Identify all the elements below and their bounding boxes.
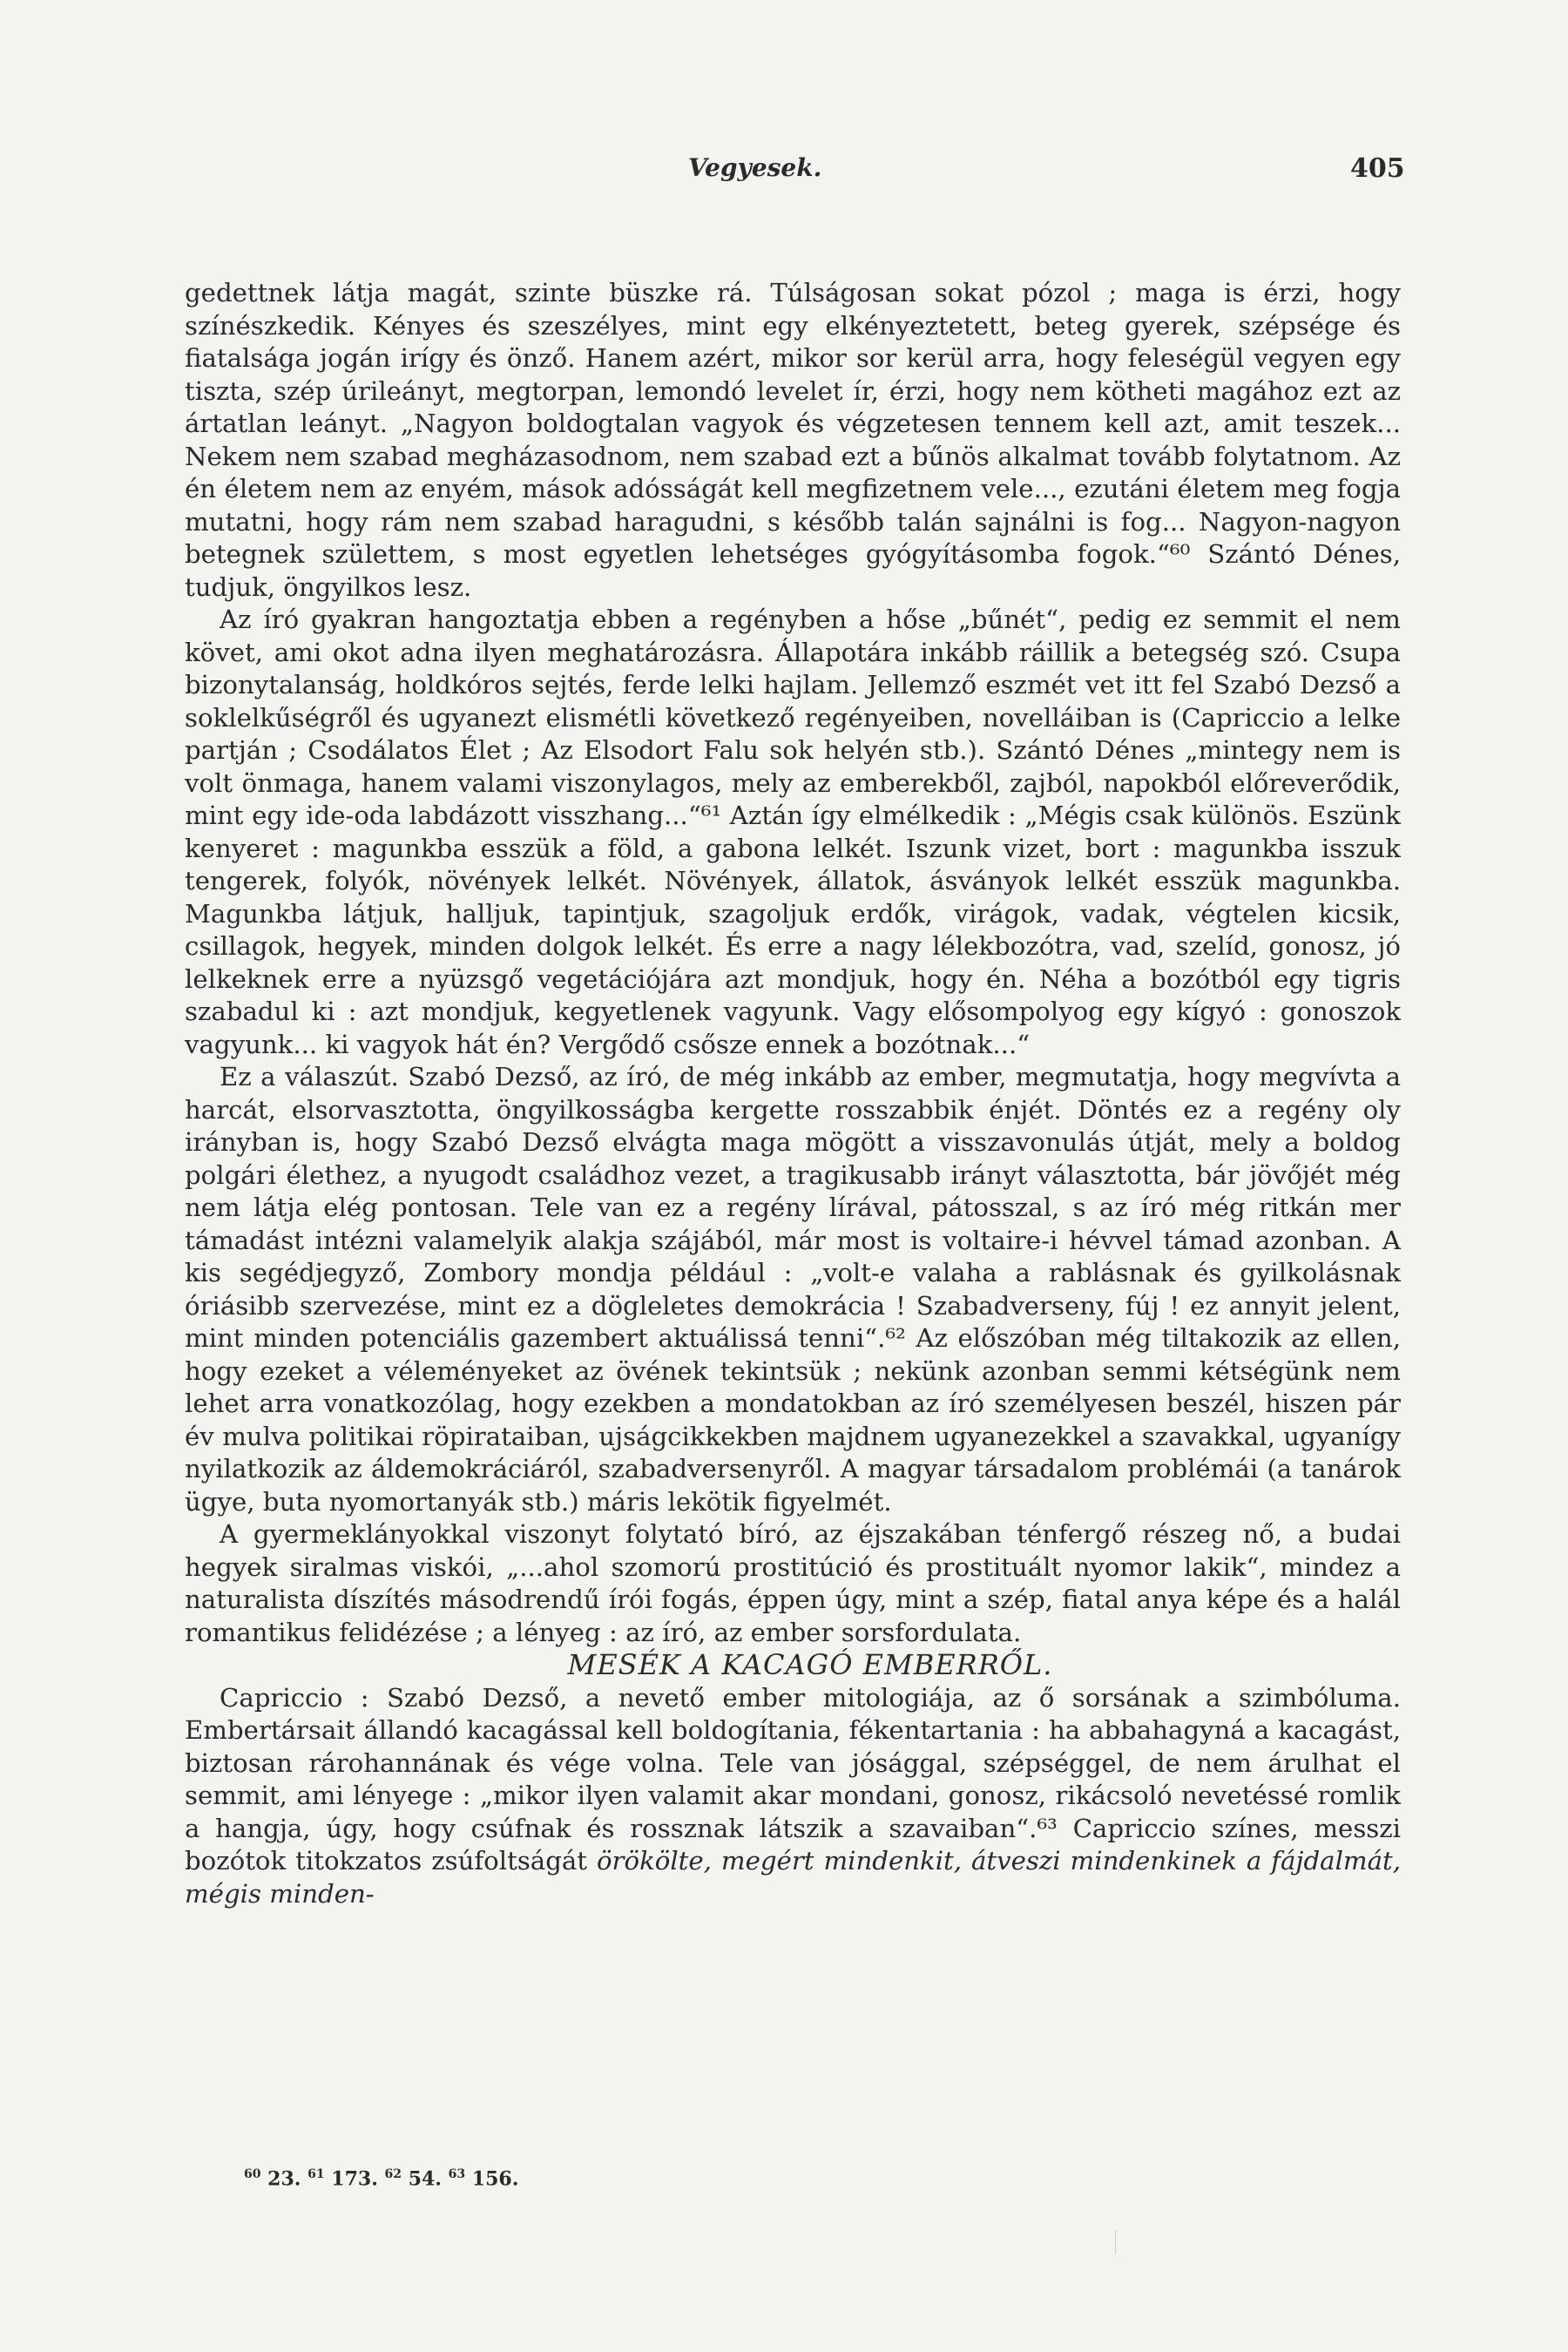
paragraph: A gyermeklányokkal viszonyt folytató bíró, az éjszakában ténfergő részeg nő, a budai hegyek siralmas viskói, „...ahol szomorú prostitúció és prostituált nyomor lakik“, mindez a naturalista díszítés másodrendű írói fogás, éppen úgy, mint a szép, fiatal anya képe és a halál romantikus felidézése ; a lényeg : az író, az ember sorsfordulata. bbox=[185, 1519, 1401, 1647]
paragraph: Ez a válaszút. Szabó Dezső, az író, de még inkább az ember, megmutatja, hogy megvívta a harcát, elsorvasztotta, öngyilkosságba kergette rosszabbik énjét. Döntés ez a regény oly irányban is, hogy Szabó Dezső elvágta maga mögött a visszavonulás útját, mely a boldog polgári élethez, a nyugodt családhoz vezet, a tragikusabb irányt választotta, bár jövőjét még nem látja elég pontosan. Tele van ez a regény lírával, pátosszal, s az író még ritkán mer támadást intézni valamelyik alakja szájából, már most is voltaire-i hévvel támad azonban. A kis segédjegyző, Zombory mondja például : „volt-e valaha a rablásnak és gyilkolásnak óriásibb szervezése, mint ez a dögleletes demokrácia ! Szabadverseny, fúj ! ez annyit jelent, mint minden potenciális gazembert aktuálissá tenni“.⁶² Az előszóban még tiltakozik az ellen, hogy ezeket a véleményeket az övének tekintsük ; nekünk azonban semmi kétségünk nem lehet arra vonatkozólag, hogy ezekben a mondatokban az író személyesen beszél, hiszen pár év mulva politikai röpirataiban, ujságcikkekben majdnem ugyanezekkel a szavakkal, ugyanígy nyilatkozik az áldemokráciáról, szabadversenyről. A magyar társadalom problémái (a tanárok ügye, buta nyomortanyák stb.) máris lekötik figyelmét. bbox=[185, 1062, 1401, 1517]
section-paragraph bbox=[185, 1682, 1401, 1911]
body-text bbox=[185, 277, 1401, 1910]
running-head bbox=[0, 153, 1568, 188]
paragraph: Az író gyakran hangoztatja ebben a regényben a hőse „bűnét“, pedig ez semmit el nem követ, ami okot adna ilyen meghatározásra. Állapotára inkább ráillik a betegség szó. Csupa bizonytalanság, holdkóros sejtés, ferde lelki hajlam. Jellemző eszmét vet itt fel Szabó Dezső a soklelkűségről és ugyanezt elismétli következő regényeiben, novelláiban is (Capriccio a lelke partján ; Csodálatos Élet ; Az Elsodort Falu sok helyén stb.). Szántó Dénes „mintegy nem is volt önmaga, hanem valami viszonylagos, mely az emberekből, zajból, napokból előreverődik, mint egy ide-oda labdázott visszhang...“⁶¹ Aztán így elmélkedik : „Mégis csak különös. Eszünk kenyeret : magunkba esszük a föld, a gabona lelkét. Iszunk vizet, bort : magunkba isszuk tengerek, folyók, növények lelkét. Növények, állatok, ásványok lelkét esszük magunkba. Magunkba látjuk, halljuk, tapintjuk, szagoljuk erdők, virágok, vadak, végtelen kicsik, csillagok, hegyek, minden dolgok lelkét. És erre a nagy lélekbozótra, vad, szelíd, gonosz, jó lelkeknek erre a nyüzsgő vegetációjára azt mondjuk, hogy én. Néha a bozótból egy tigris szabadul ki : azt mondjuk, kegyetlenek vagyunk. Vagy elősompolyog egy kígyó : gonoszok vagyunk... ki vagyok hát én? Vergődő csősze ennek a bozótnak...“ bbox=[185, 605, 1401, 1059]
section-title: MESÉK A KACAGÓ EMBERRŐL. bbox=[567, 1648, 1053, 1681]
paragraph: gedettnek látja magát, szinte büszke rá. Túlságosan sokat pózol ; maga is érzi, hogy színészkedik. Kényes és szeszélyes, mint egy elkényeztetett, beteg gyerek, szépsége és fiatalsága jogán irígy és önző. Hanem azért, mikor sor kerül arra, hogy feleségül vegyen egy tiszta, szép úrileányt, megtorpan, lemondó levelet ír, érzi, hogy nem kötheti magához ezt az ártatlan leányt. „Nagyon boldogtalan vagyok és végzetesen tennem kell azt, amit teszek... Nekem nem szabad megházasodnom, nem szabad ezt a bűnös alkalmat tovább folytatnom. Az én életem nem az enyém, mások adósságát kell megfizetnem vele..., ezutáni életem meg fogja mutatni, hogy rám nem szabad haragudni, s később talán sajnálni is fog... Nagyon-nagyon betegnek születtem, s most egyetlen lehetséges gyógyításomba fogok.“⁶⁰ Szántó Dénes, tudjuk, öngyilkos lesz. bbox=[185, 278, 1401, 602]
footnotes bbox=[244, 2167, 518, 2190]
footnote-mark: 61 bbox=[308, 2167, 325, 2181]
page-number: 405 bbox=[1350, 153, 1405, 184]
footnote-mark: 62 bbox=[384, 2167, 402, 2181]
footnote-ref: 54. bbox=[408, 2167, 442, 2191]
footnote-mark: 60 bbox=[244, 2167, 261, 2181]
footnote-ref: 173. bbox=[331, 2167, 378, 2191]
section-paragraph-italic: örökölte, megért mindenkit, átveszi mindenkinek a fájdalmát, mégis minden- bbox=[185, 1846, 1401, 1909]
running-title: Vegyesek. bbox=[688, 153, 822, 182]
paper-mark bbox=[1115, 2230, 1116, 2254]
footnote-ref: 23. bbox=[267, 2167, 301, 2191]
footnote-mark: 63 bbox=[448, 2167, 466, 2181]
footnote-ref: 156. bbox=[471, 2167, 519, 2191]
section-paragraph-text: Capriccio : Szabó Dezső, a nevető ember mitologiája, az ő sorsának a szimbóluma. Embertársait állandó kacagással kell boldogítania, fékentartania : ha abbahagyná a kacagást, biztosan rárohannának és vége volna. Tele van jósággal, szépséggel, de nem árulhat el semmit, ami lényege : „mikor ilyen valamit akar mondani, gonosz, rikácsoló nevetéssé romlik a hangja, úgy, hogy csúfnak és rossznak látszik a szavaiban“.⁶³ Capriccio színes, messzi bozótok titokzatos zsúfoltságát bbox=[185, 1682, 1401, 1876]
